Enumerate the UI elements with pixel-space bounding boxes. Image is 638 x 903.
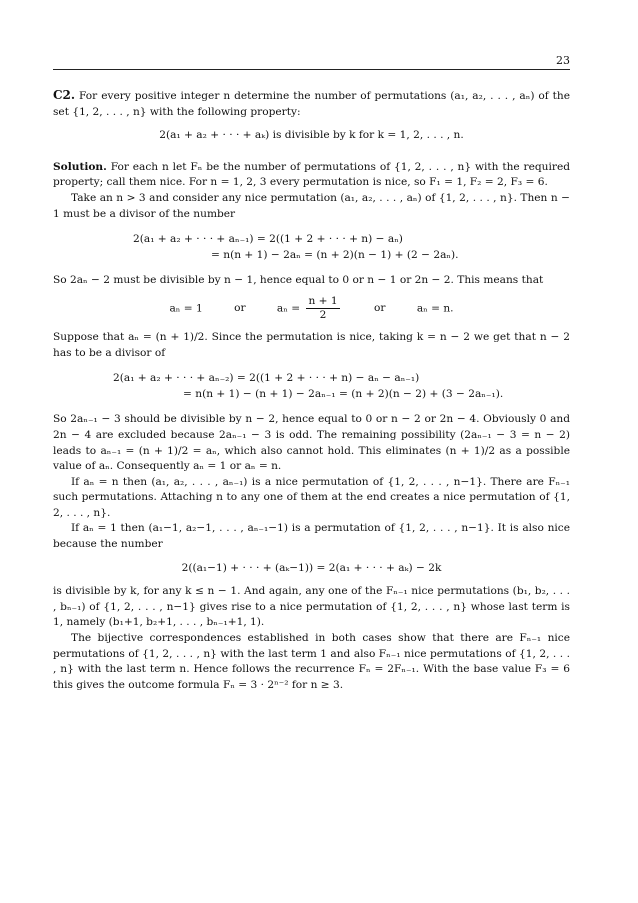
- equation-3-line-1: 2(a₁ + a₂ + · · · + aₙ₋₂) = 2((1 + 2 + · · · + n) − aₙ − aₙ₋₁): [113, 372, 420, 385]
- equation-2: [53, 295, 570, 322]
- equation-2-left: aₙ = 1: [169, 302, 203, 315]
- page-number: 23: [556, 54, 570, 67]
- solution-paragraph-1: [53, 160, 570, 191]
- equation-1: [133, 232, 570, 263]
- equation-1-line-1: 2(a₁ + a₂ + · · · + aₙ₋₁) = 2((1 + 2 + · · · + n) − aₙ): [133, 233, 403, 246]
- equation-3-line-2: = n(n + 1) − (n + 1) − 2aₙ₋₁ = (n + 2)(n − 2) + (3 − 2aₙ₋₁).: [183, 387, 504, 400]
- header-rule: [53, 69, 570, 70]
- solution-paragraph-2: Take an n > 3 and consider any nice permutation (a₁, a₂, . . . , aₙ) of {1, 2, . . . , n}. Then n − 1 must be a divisor of the number: [53, 191, 570, 220]
- equation-3: [113, 371, 570, 402]
- solution-paragraph-8: is divisible by k, for any k ≤ n − 1. And again, any one of the Fₙ₋₁ nice permutations (b₁, b₂, . . . , bₙ₋₁) of {1, 2, . . . , n−1} gives rise to a nice permutation of {1, 2, . . . , n} whose last term is 1, namely (b₁+1, b₂+1, . . . , bₙ₋₁+1, 1).: [53, 585, 570, 629]
- problem-label: C2.: [53, 88, 76, 102]
- solution-text-1: For each n let Fₙ be the number of permutations of {1, 2, . . . , n} with the required property; call them nice. For n = 1, 2, 3 every permutation is nice, so F₁ = 1, F₂ = 2, F₃ = 6.: [53, 160, 570, 189]
- fraction-numerator: n + 1: [308, 294, 338, 307]
- equation-2-right: aₙ = n.: [416, 302, 454, 315]
- document-body: [53, 88, 570, 693]
- solution-paragraph-4: Suppose that aₙ = (n + 1)/2. Since the permutation is nice, taking k = n − 2 we get that n − 2 has to be a divisor of: [53, 330, 570, 359]
- equation-4: 2((a₁−1) + · · · + (aₖ−1)) = 2(a₁ + · · · + aₖ) − 2k: [181, 561, 442, 574]
- solution-paragraph-5: So 2aₙ₋₁ − 3 should be divisible by n − 2, hence equal to 0 or n − 2 or 2n − 4. Obviously 0 and 2n − 4 are excluded because 2aₙ₋₁ − 3 is odd. The remaining possibility (2aₙ₋₁ − 3 = n − 2) leads to aₙ₋₁ = (n + 1)/2 = aₙ, which also cannot hold. This eliminates (n + 1)/2 as a possible value of aₙ. Consequently aₙ = 1 or aₙ = n.: [53, 413, 570, 473]
- equation-2-or-2: or: [374, 302, 386, 315]
- solution-label: Solution.: [53, 160, 107, 173]
- solution-paragraph-3: So 2aₙ − 2 must be divisible by n − 1, hence equal to 0 or n − 1 or 2n − 2. This means that: [53, 274, 544, 287]
- solution-paragraph-7: If aₙ = 1 then (a₁−1, a₂−1, . . . , aₙ₋₁−1) is a permutation of {1, 2, . . . , n−1}. It is also nice because the number: [53, 522, 570, 551]
- problem-display-equation: 2(a₁ + a₂ + · · · + aₖ) is divisible by k for k = 1, 2, . . . , n.: [159, 129, 464, 142]
- equation-2-or-1: or: [234, 302, 246, 315]
- equation-2-mid-prefix: aₙ =: [276, 302, 301, 315]
- problem-statement: [53, 88, 570, 120]
- solution-paragraph-9: The bijective correspondences established in both cases show that there are Fₙ₋₁ nice permutations of {1, 2, . . . , n} with the last term 1 and also Fₙ₋₁ nice permutations of {1, 2, . . . , n} with the last term n. Hence follows the recurrence Fₙ = 2Fₙ₋₁. With the base value F₃ = 6 this gives the outcome formula Fₙ = 3 · 2ⁿ⁻² for n ≥ 3.: [53, 632, 570, 691]
- solution-paragraph-6: If aₙ = n then (a₁, a₂, . . . , aₙ₋₁) is a nice permutation of {1, 2, . . . , n−1}. There are Fₙ₋₁ such permutations. Attaching n to any one of them at the end creates a nice permutation of {1, 2, . . . , n}.: [53, 475, 570, 519]
- problem-text: For every positive integer n determine the number of permutations (a₁, a₂, . . . , aₙ) of the set {1, 2, . . . , n} with the following property:: [53, 90, 570, 118]
- fraction-denominator: 2: [319, 308, 327, 321]
- equation-1-line-2: = n(n + 1) − 2aₙ = (n + 2)(n − 1) + (2 − 2aₙ).: [211, 248, 459, 261]
- equation-2-fraction: [306, 295, 339, 322]
